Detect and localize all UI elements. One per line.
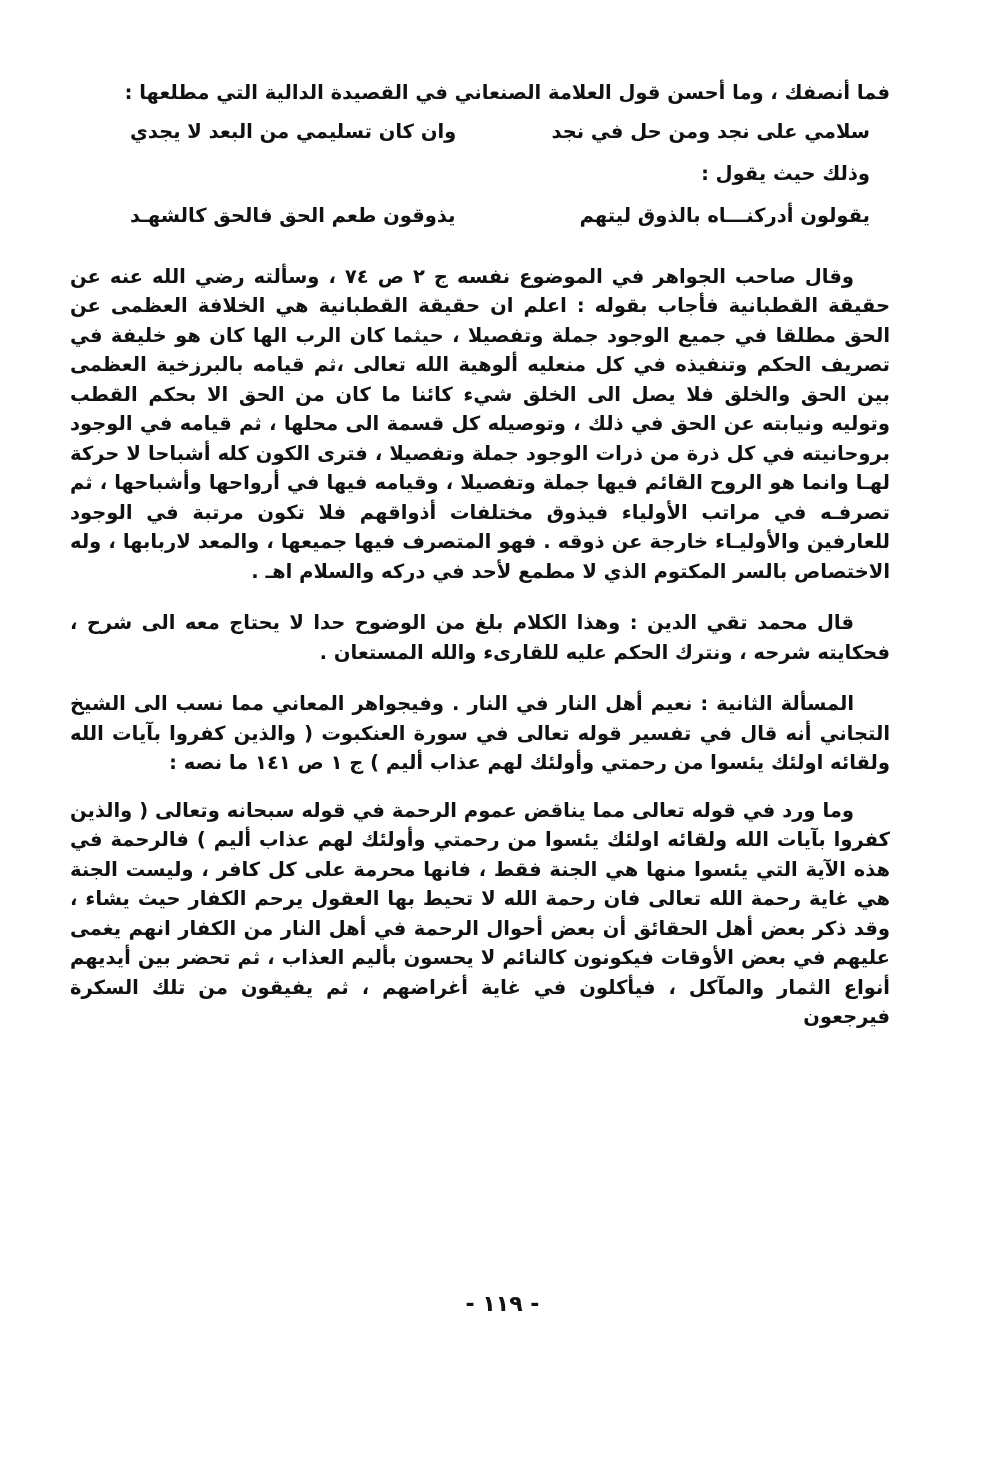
spacer xyxy=(70,778,890,796)
paragraph-mercy: وما ورد في قوله تعالى مما يناقض عموم الرحمة في قوله سبحانه وتعالى ( والذين كفروا بآيات الله ولقائه اولئك يئسوا من رحمتي وأولئك لهم عذاب أليم ) فالرحمة في هذه الآية التي يئسوا منها هي الجنة فقط ، فانها محرمة على كل كافر ، وليست الجنة هي غاية رحمة الله تعالى فان رحمة الله لا تحيط بها العقول يرحم الكفار حيث يشاء ، وقد ذكر بعض أهل الحقائق أن بعض أحوال الرحمة في أهل النار من الكفار انهم يغمى عليهم في بعض الأوقات فيكونون كالنائم لا يحسون بأليم العذاب ، ثم تحضر بين أيديهم أنواع الثمار والمآكل ، فيأكلون في غاية أغراضهم ، ثم يفيقون من تلك السكرة فيرجعون xyxy=(70,798,890,1028)
page-number: - ١١٩ - xyxy=(465,1292,540,1317)
page-body xyxy=(70,78,890,1032)
spacer xyxy=(70,240,890,262)
connector-line: وذلك حيث يقول : xyxy=(701,161,870,185)
intro-line: فما أنصفك ، وما أحسن قول العلامة الصنعاني في القصيدة الدالية التي مطلعها : xyxy=(124,81,890,104)
verse-2-first-hemistich: يقولون أدركنـــاه بالذوق ليتهم xyxy=(579,203,870,227)
paragraph-second-issue: المسألة الثانية : نعيم أهل النار في النار . وفيجواهر المعاني مما نسب الى الشيخ التجاني أنه قال في تفسير قوله تعالى في سورة العنكبوت ( والذين كفروا بآيات الله ولقائه اولئك يئسوا من رحمتي وأولئك لهم عذاب أليم ) ج ١ ص ١٤١ ما نصه : xyxy=(70,692,890,774)
verse-1-first-hemistich: سلامي على نجد ومن حل في نجد xyxy=(551,119,870,143)
verse-2-second-hemistich: يذوقون طعم الحق فالحق كالشهـد xyxy=(130,203,456,227)
verse-1-second-hemistich: وان كان تسليمي من البعد لا يجدي xyxy=(130,119,457,143)
poem-verse-2 xyxy=(70,198,890,234)
spacer xyxy=(70,667,890,689)
paragraph-qutbaniyya: وقال صاحب الجواهر في الموضوع نفسه ج ٢ ص ٧٤ ، وسألته رضي الله عنه عن حقيقة القطبانية فأجاب بقوله : اعلم ان حقيقة القطبانية هي الخلافة العظمى عن الحق مطلقا في جميع الوجود جملة وتفصيلا ، حيثما كان الرب الها كان هو خليفة في تصريف الحكم وتنفيذه في كل منعليه ألوهية الله تعالى ،ثم قيامه بالبرزخية العظمى بين الحق والخلق فلا يصل الى الخلق شيء كائنا ما كان من الحق الا بحكم القطب وتوليه ونيابته عن الحق في ذلك ، وتوصيله كل قسمة الى محلها ، ثم قيامه في الوجود بروحانيته في كل ذرة من ذرات الوجود جملة وتفصيلا ، فترى الكون كله أشباحا لا حركة لهـا وانما هو الروح القائم فيها جملة وتفصيلا ، وقيامه فيها في أرواحها وأشباحها ، ثم تصرفـه في مراتب الأولياء فيذوق مختلفات أذواقهم فلا تكون مرتبة في الوجود للعارفين والأوليـاء خارجة عن ذوقه . فهو المتصرف فيها جميعها ، والمعد لاربابها ، وله الاختصاص بالسر المكتوم الذي لا مطمع لأحد في دركه والسلام اهـ . xyxy=(70,264,890,583)
spacer xyxy=(70,586,890,608)
poem-verse-1 xyxy=(70,114,890,150)
paragraph-comment: قال محمد تقي الدين : وهذا الكلام بلغ من الوضوح حدا لا يحتاج معه الى شرح ، فحكايته شرحه ، ونترك الحكم عليه للقارىء والله المستعان . xyxy=(70,611,890,664)
